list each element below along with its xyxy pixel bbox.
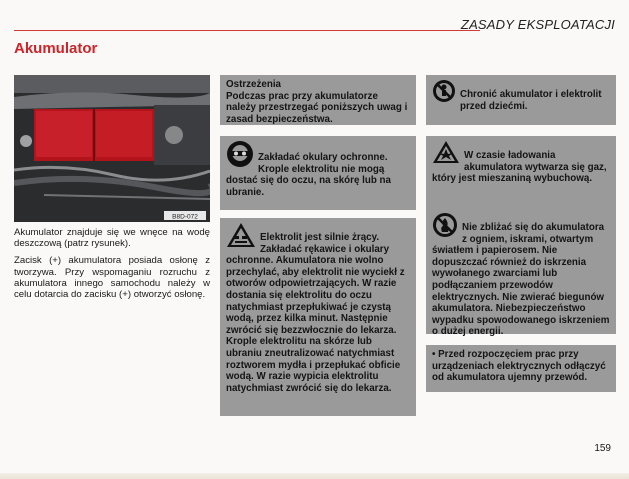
header-title: ZASADY EKSPLOATACJI [460, 17, 615, 32]
warning-text-general: Podczas prac przy akumulatorze należy przestrzegać poniższych uwag i zasad bezpieczeństwa. [226, 90, 408, 125]
warning-box-fire [426, 208, 616, 338]
goggles-icon [226, 140, 254, 172]
section-title: Akumulator [14, 40, 98, 57]
warning-box-disconnect [426, 345, 616, 392]
figure-label: B8D-072 [172, 213, 198, 221]
body-paragraph-1: Akumulator znajduje się we wnęce na wodę deszczową (patrz rysunek). [14, 227, 210, 250]
corrosive-icon [226, 222, 256, 252]
warning-text-disconnect: • Przed rozpoczęciem prac przy urządzeniach elektrycznych odłączyć od akumulatora ujemny przewód. [432, 349, 606, 384]
body-paragraph-2: Zacisk (+) akumulatora posiada osłonę z tworzywa. Przy wspomaganiu rozruchu z akumulatora innego samochodu należy w celu dotarcia do zacisku (+) otworzyć osłonę. [14, 255, 210, 301]
warning-box-corrosive [220, 218, 416, 416]
warning-text-fire: Nie zbliżać się do akumulatora z ogniem, iskrami, otwartym światłem i papierosem. Nie dopuszczać również do iskrzenia wywołanego zwarciami lub podłączaniem przewodów elektrycznych. Nie zwierać biegunów akumulatora. Niebezpieczeństwo wypadku spowodowanego iskrzeniem o dużej energii. [432, 222, 610, 338]
warning-box-general [220, 75, 416, 125]
no-open-flame-icon [432, 212, 458, 242]
warning-text-goggles: Zakładać okulary ochronne. Krople elektrolitu nie mogą dostać się do oczu, na skórę lub na ubranie. [226, 152, 391, 198]
warning-text-children: Chronić akumulator i elektrolit przed dziećmi. [460, 89, 602, 112]
header-rule [14, 30, 480, 31]
warning-box-goggles [220, 136, 416, 210]
warning-title: Ostrzeżenia [226, 79, 281, 90]
warning-text-explosive: W czasie ładowania akumulatora wytwarza się gaz, który jest mieszaniną wybuchową. [432, 150, 607, 185]
warning-box-explosive [426, 136, 616, 210]
page-number: 159 [594, 443, 611, 454]
body-text [14, 227, 210, 306]
keep-from-children-icon [432, 79, 456, 107]
battery-photo [14, 75, 210, 222]
warning-text-corrosive: Elektrolit jest silnie żrący. Zakładać rękawice i okulary ochronne. Akumulatora nie wolno przechylać, aby elektrolit nie wyciekł z otworów odpowietrzających. W razie dostania się elektrolitu do oczu natychmiast przepłukiwać je czystą wodą, przez kilka minut. Następnie zwrócić się bezzwłocznie do lekarza. Krople elektrolitu na skórze lub ubraniu zneutralizować natychmiast roztworem mydła i przepłukać obficie wodą. W razie wypicia elektrolitu natychmiast zwrócić się do lekarza. [226, 232, 405, 394]
warning-box-children [426, 75, 616, 125]
explosive-icon [432, 140, 460, 168]
page-bottom-edge [0, 473, 629, 479]
